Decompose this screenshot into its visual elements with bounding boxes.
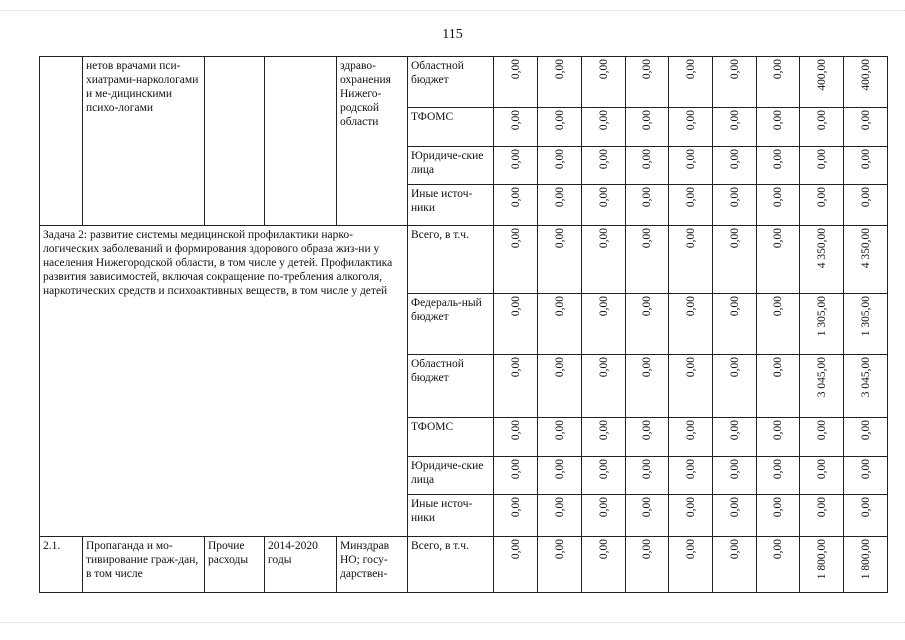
amount-cell — [494, 147, 538, 185]
amount-value: 0,00 — [684, 110, 697, 131]
amount-value: 0,00 — [859, 149, 872, 170]
amount-cell — [626, 495, 669, 537]
amount-cell — [844, 457, 888, 495]
amount-cell — [757, 457, 800, 495]
amount-cell — [713, 226, 757, 294]
amount-value: 0,00 — [641, 110, 653, 131]
amount-cell — [800, 418, 844, 457]
amount-cell — [538, 457, 582, 495]
table-row — [40, 57, 888, 108]
amount-cell — [494, 185, 538, 226]
amount-cell — [582, 226, 626, 294]
amount-cell — [800, 457, 844, 495]
amount-cell — [582, 355, 626, 418]
amount-cell — [713, 495, 757, 537]
amount-cell — [669, 147, 713, 185]
amount-cell — [626, 537, 669, 593]
amount-cell — [713, 147, 757, 185]
amount-value: 0,00 — [728, 149, 741, 170]
amount-value: 0,00 — [509, 420, 522, 441]
amount-cell — [538, 185, 582, 226]
amount-value: 3 045,00 — [859, 357, 872, 398]
amount-cell — [494, 108, 538, 147]
amount-value: 0,00 — [815, 149, 828, 170]
amount-cell — [800, 355, 844, 418]
amount-value: 0,00 — [597, 420, 610, 441]
amount-value: 0,00 — [597, 539, 610, 560]
amount-cell — [538, 57, 582, 108]
page-number: 115 — [442, 27, 463, 42]
amount-value: 0,00 — [684, 296, 697, 317]
amount-cell — [713, 537, 757, 593]
amount-value: 0,00 — [772, 296, 784, 317]
amount-cell — [669, 418, 713, 457]
amount-value: 0,00 — [684, 497, 697, 518]
funding-source-label: Федераль-ный бюджет — [408, 294, 494, 355]
amount-cell — [713, 355, 757, 418]
amount-value: 0,00 — [509, 357, 522, 378]
amount-cell — [494, 226, 538, 294]
amount-value: 0,00 — [641, 59, 653, 80]
amount-cell — [844, 294, 888, 355]
amount-cell — [669, 57, 713, 108]
amount-cell — [626, 185, 669, 226]
amount-value: 400,00 — [815, 59, 828, 91]
amount-value: 0,00 — [641, 459, 653, 480]
amount-value: 0,00 — [597, 459, 610, 480]
item-number-cell: 2.1. — [40, 537, 83, 593]
amount-cell — [669, 457, 713, 495]
amount-value: 0,00 — [553, 110, 566, 131]
amount-value: 0,00 — [509, 149, 522, 170]
amount-cell — [538, 147, 582, 185]
amount-cell — [582, 147, 626, 185]
amount-value: 0,00 — [597, 497, 610, 518]
amount-cell — [494, 418, 538, 457]
amount-value: 0,00 — [597, 228, 610, 249]
amount-value: 0,00 — [684, 459, 697, 480]
amount-value: 400,00 — [859, 59, 872, 91]
amount-value: 0,00 — [553, 539, 566, 560]
amount-cell — [669, 537, 713, 593]
amount-cell — [494, 537, 538, 593]
table-body — [40, 57, 888, 593]
amount-cell — [844, 147, 888, 185]
amount-cell — [582, 457, 626, 495]
amount-cell — [494, 57, 538, 108]
amount-value: 0,00 — [772, 420, 784, 441]
amount-value: 0,00 — [684, 228, 697, 249]
amount-cell — [844, 355, 888, 418]
amount-cell — [800, 108, 844, 147]
funding-source-label: Всего, в т.ч. — [408, 537, 494, 593]
amount-value: 0,00 — [641, 228, 653, 249]
amount-value: 0,00 — [553, 187, 566, 208]
amount-value: 1 800,00 — [859, 539, 872, 580]
amount-cell — [538, 537, 582, 593]
amount-value: 0,00 — [772, 228, 784, 249]
amount-cell — [626, 355, 669, 418]
amount-cell — [669, 294, 713, 355]
amount-cell — [582, 418, 626, 457]
amount-cell — [626, 147, 669, 185]
amount-cell — [538, 355, 582, 418]
amount-cell — [757, 226, 800, 294]
amount-cell — [844, 537, 888, 593]
table-row — [40, 537, 888, 593]
amount-value: 0,00 — [597, 110, 610, 131]
amount-value: 0,00 — [509, 497, 522, 518]
amount-cell — [757, 418, 800, 457]
amount-cell — [757, 495, 800, 537]
amount-value: 0,00 — [772, 357, 784, 378]
executor-cell: Минздрав НО; госу-дарствен- — [337, 537, 408, 593]
amount-cell — [626, 57, 669, 108]
amount-value: 0,00 — [859, 110, 872, 131]
amount-value: 0,00 — [815, 187, 828, 208]
amount-value: 0,00 — [772, 459, 784, 480]
amount-value: 0,00 — [641, 539, 653, 560]
amount-cell — [844, 226, 888, 294]
amount-value: 0,00 — [859, 497, 872, 518]
amount-value: 0,00 — [641, 497, 653, 518]
amount-value: 0,00 — [684, 149, 697, 170]
amount-value: 0,00 — [509, 59, 522, 80]
amount-value: 0,00 — [509, 539, 522, 560]
amount-cell — [582, 108, 626, 147]
amount-cell — [626, 226, 669, 294]
amount-cell — [538, 294, 582, 355]
amount-cell — [713, 294, 757, 355]
amount-cell — [757, 355, 800, 418]
amount-cell — [669, 495, 713, 537]
amount-value: 0,00 — [728, 459, 741, 480]
executor-cell: здраво-охранения Нижего-родской области — [337, 57, 408, 226]
amount-value: 4 350,00 — [859, 228, 872, 269]
amount-cell — [800, 57, 844, 108]
amount-cell — [757, 108, 800, 147]
amount-cell — [494, 495, 538, 537]
funding-source-label: Областной бюджет — [408, 355, 494, 418]
amount-value: 1 305,00 — [815, 296, 828, 337]
funding-source-label: Иные источ-ники — [408, 185, 494, 226]
amount-value: 0,00 — [509, 228, 522, 249]
amount-value: 0,00 — [641, 357, 653, 378]
amount-value: 0,00 — [597, 357, 610, 378]
amount-value: 0,00 — [553, 296, 566, 317]
amount-value: 1 305,00 — [859, 296, 872, 337]
budget-table — [39, 56, 888, 593]
amount-cell — [669, 226, 713, 294]
amount-cell — [669, 108, 713, 147]
amount-cell — [538, 418, 582, 457]
item-number-cell — [40, 57, 83, 226]
amount-value: 4 350,00 — [815, 228, 828, 269]
amount-cell — [626, 108, 669, 147]
amount-value: 0,00 — [772, 539, 784, 560]
amount-value: 0,00 — [772, 59, 784, 80]
amount-cell — [626, 457, 669, 495]
amount-value: 0,00 — [728, 187, 741, 208]
amount-value: 0,00 — [684, 59, 697, 80]
amount-cell — [844, 185, 888, 226]
amount-value: 0,00 — [728, 539, 741, 560]
amount-value: 0,00 — [684, 420, 697, 441]
scan-noise-top — [0, 10, 905, 12]
amount-cell — [582, 294, 626, 355]
amount-cell — [669, 185, 713, 226]
funding-source-label: ТФОМС — [408, 418, 494, 457]
amount-value: 0,00 — [728, 59, 741, 80]
amount-value: 0,00 — [815, 420, 828, 441]
amount-value: 0,00 — [859, 187, 872, 208]
amount-cell — [757, 147, 800, 185]
amount-value: 1 800,00 — [815, 539, 828, 580]
amount-value: 0,00 — [728, 110, 741, 131]
funding-source-label: Областной бюджет — [408, 57, 494, 108]
amount-cell — [494, 294, 538, 355]
amount-cell — [582, 495, 626, 537]
funding-source-label: Юридиче-ские лица — [408, 147, 494, 185]
amount-cell — [800, 537, 844, 593]
amount-cell — [800, 495, 844, 537]
amount-cell — [538, 495, 582, 537]
period-cell: 2014-2020 годы — [265, 537, 337, 593]
funding-source-label: Юридиче-ские лица — [408, 457, 494, 495]
amount-value: 0,00 — [553, 149, 566, 170]
amount-cell — [713, 457, 757, 495]
funding-source-label: ТФОМС — [408, 108, 494, 147]
amount-cell — [844, 108, 888, 147]
amount-cell — [626, 418, 669, 457]
amount-cell — [582, 57, 626, 108]
amount-value: 0,00 — [509, 459, 522, 480]
amount-value: 0,00 — [553, 228, 566, 249]
amount-value: 0,00 — [641, 149, 653, 170]
amount-cell — [757, 294, 800, 355]
amount-cell — [844, 418, 888, 457]
amount-value: 0,00 — [859, 459, 872, 480]
amount-value: 0,00 — [509, 187, 522, 208]
amount-cell — [844, 57, 888, 108]
amount-cell — [538, 226, 582, 294]
amount-value: 0,00 — [859, 420, 872, 441]
amount-value: 0,00 — [772, 497, 784, 518]
amount-value: 0,00 — [553, 59, 566, 80]
amount-value: 0,00 — [772, 110, 784, 131]
amount-value: 0,00 — [728, 497, 741, 518]
amount-value: 0,00 — [684, 539, 697, 560]
amount-value: 0,00 — [553, 420, 566, 441]
amount-cell — [757, 185, 800, 226]
amount-value: 0,00 — [597, 149, 610, 170]
amount-value: 0,00 — [641, 187, 653, 208]
amount-value: 0,00 — [728, 357, 741, 378]
amount-value: 0,00 — [684, 187, 697, 208]
amount-value: 0,00 — [815, 110, 828, 131]
expense-category-cell — [205, 57, 265, 226]
item-description: Пропаганда и мо-тивирование граж-дан, в том числе — [83, 537, 205, 593]
amount-cell — [713, 108, 757, 147]
amount-value: 0,00 — [641, 296, 653, 317]
amount-cell — [494, 355, 538, 418]
amount-cell — [713, 57, 757, 108]
amount-cell — [669, 355, 713, 418]
amount-cell — [757, 537, 800, 593]
amount-value: 0,00 — [509, 110, 522, 131]
amount-value: 0,00 — [597, 187, 610, 208]
amount-value: 3 045,00 — [815, 357, 828, 398]
amount-cell — [713, 418, 757, 457]
period-cell — [265, 57, 337, 226]
amount-cell — [494, 457, 538, 495]
funding-source-label: Всего, в т.ч. — [408, 226, 494, 294]
amount-value: 0,00 — [684, 357, 697, 378]
amount-cell — [713, 185, 757, 226]
amount-cell — [582, 185, 626, 226]
amount-value: 0,00 — [509, 296, 522, 317]
amount-cell — [626, 294, 669, 355]
amount-value: 0,00 — [553, 459, 566, 480]
amount-value: 0,00 — [553, 357, 566, 378]
amount-cell — [800, 147, 844, 185]
item-description: нетов врачами пси-хиатрами-наркологами и ме-дицинскими психо-логами — [83, 57, 205, 226]
funding-source-label: Иные источ-ники — [408, 495, 494, 537]
amount-cell — [800, 226, 844, 294]
amount-value: 0,00 — [597, 59, 610, 80]
amount-cell — [800, 294, 844, 355]
amount-value: 0,00 — [597, 296, 610, 317]
amount-value: 0,00 — [728, 296, 741, 317]
expense-category-cell: Прочие расходы — [205, 537, 265, 593]
amount-value: 0,00 — [815, 497, 828, 518]
scan-noise-bottom — [0, 622, 905, 624]
amount-value: 0,00 — [772, 187, 784, 208]
amount-value: 0,00 — [815, 459, 828, 480]
amount-value: 0,00 — [553, 497, 566, 518]
amount-cell — [582, 537, 626, 593]
table-row — [40, 226, 888, 294]
task-2-description: Задача 2: развитие системы медицинской профилактики нарко-логических заболеваний и формирования здорового образа жиз-ни у населения Нижегородской области, в том числе у детей. Профилактика развития зависимостей, включая сокращение по-требления алкоголя, наркотических средств и психоактивных веществ, в том числе у детей — [40, 226, 408, 537]
amount-value: 0,00 — [728, 420, 741, 441]
amount-cell — [757, 57, 800, 108]
amount-value: 0,00 — [641, 420, 653, 441]
amount-value: 0,00 — [728, 228, 741, 249]
amount-cell — [844, 495, 888, 537]
amount-value: 0,00 — [772, 149, 784, 170]
amount-cell — [538, 108, 582, 147]
amount-cell — [800, 185, 844, 226]
